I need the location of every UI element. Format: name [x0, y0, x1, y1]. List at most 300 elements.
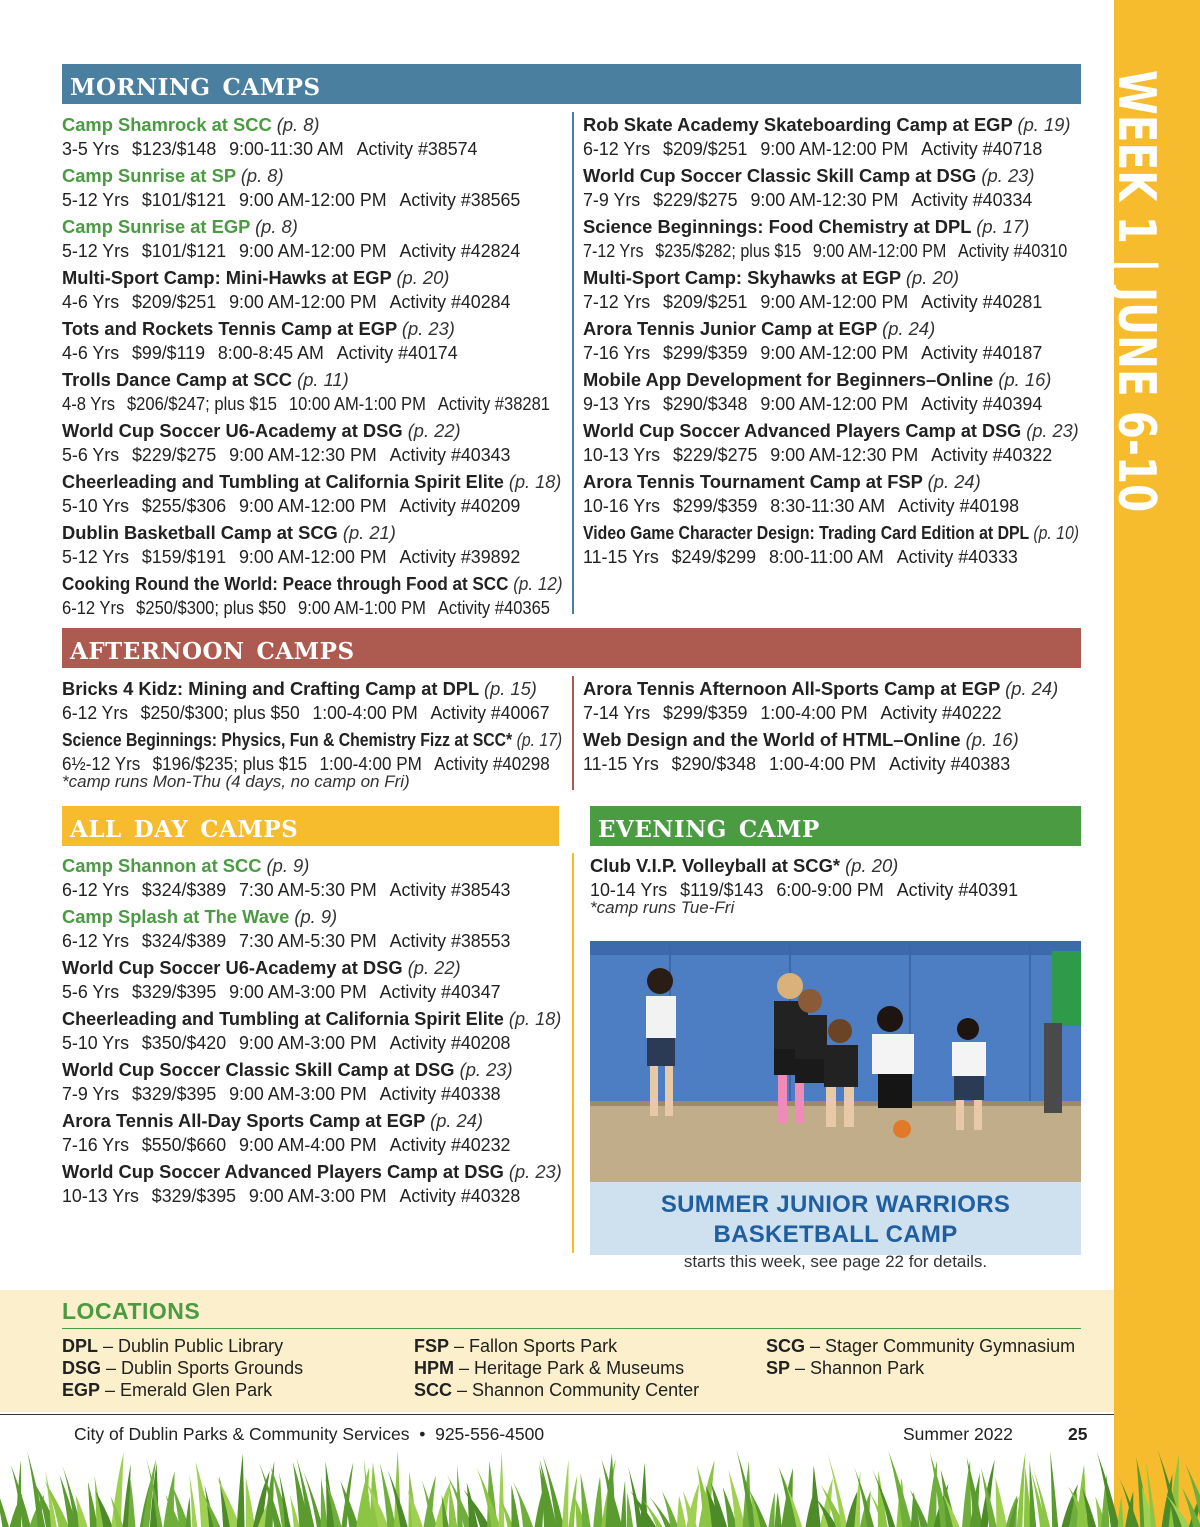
camp-title [583, 214, 1079, 239]
camp-price: $196/$235; plus $15 [152, 754, 308, 774]
camp-activity: Activity #40198 [898, 496, 1020, 516]
camp-activity: Activity #40208 [389, 1033, 511, 1053]
camp-time: 9:00-11:30 AM [229, 139, 344, 159]
camp-entry [583, 469, 1083, 519]
camp-details [62, 1184, 562, 1209]
camp-details [583, 545, 1079, 570]
camp-details [583, 290, 1079, 315]
camp-entry [583, 112, 1083, 162]
camp-ages: 10-13 Yrs [583, 445, 661, 465]
camp-entry [62, 955, 567, 1005]
location-name: – Emerald Glen Park [100, 1380, 273, 1400]
camp-details [583, 494, 1079, 519]
camp-ages: 5-6 Yrs [62, 445, 120, 465]
camp-entry [583, 163, 1083, 213]
camp-activity: Activity #40232 [389, 1135, 511, 1155]
camp-page-ref: (p. 24) [927, 471, 981, 492]
camp-price: $290/$348 [663, 394, 748, 414]
camp-ages: 6-12 Yrs [62, 703, 129, 723]
camp-ages: 7-16 Yrs [583, 343, 651, 363]
grass-blade [511, 1485, 519, 1527]
camp-title [583, 520, 1080, 545]
camp-ages: 6-12 Yrs [62, 931, 130, 951]
camp-ages: 4-6 Yrs [62, 292, 120, 312]
footer-page-number: 25 [1068, 1424, 1088, 1444]
camp-entry [62, 214, 567, 264]
location-code: EGP [62, 1380, 101, 1400]
camp-price: $119/$143 [680, 880, 764, 900]
camp-ages: 4-8 Yrs [62, 394, 116, 414]
camp-title [590, 853, 1078, 878]
camp-ages: 11-15 Yrs [583, 754, 659, 774]
grass-blade [927, 1460, 937, 1527]
camp-price: $249/$299 [671, 547, 757, 567]
location-item [414, 1357, 699, 1379]
camp-page-ref: (p. 9) [294, 906, 338, 927]
camp-title [62, 904, 562, 929]
location-item [62, 1357, 303, 1379]
camp-name: World Cup Soccer Classic Skill Camp at DSG [62, 1059, 455, 1080]
camp-activity: Activity #40338 [379, 1084, 501, 1104]
camp-time: 1:00-4:00 PM [312, 703, 418, 723]
camp-entry [62, 727, 567, 791]
camp-title [583, 418, 1079, 443]
camp-time: 9:00 AM-12:30 PM [229, 445, 377, 465]
camp-time: 9:00 AM-3:00 PM [248, 1186, 387, 1206]
camp-name: World Cup Soccer U6-Academy at DSG [62, 420, 403, 441]
camp-page-ref: (p. 18) [508, 471, 562, 492]
camp-price: $324/$389 [141, 931, 227, 951]
grass-blade [185, 1497, 191, 1527]
camp-activity: Activity #40284 [389, 292, 511, 312]
camp-details [583, 752, 1079, 777]
camp-price: $550/$660 [141, 1135, 227, 1155]
camp-entry [62, 1108, 567, 1158]
camp-time: 9:00 AM-3:00 PM [229, 982, 367, 1002]
camp-time: 9:00 AM-3:00 PM [229, 1084, 367, 1104]
camp-name: Arora Tennis Tournament Camp at FSP [583, 471, 923, 492]
grass-blade [995, 1477, 1007, 1527]
camp-name: Video Game Character Design: Trading Card Edition at DPL [583, 522, 1029, 543]
camp-ages: 10-14 Yrs [590, 880, 668, 900]
camp-title [62, 1108, 562, 1133]
week-label-text: WEEK 1 | JUNE 6-10 [1106, 70, 1166, 513]
camp-entry [62, 676, 567, 726]
camp-time: 1:00-4:00 PM [760, 703, 868, 723]
camp-name: Cheerleading and Tumbling at California Spirit Elite [62, 1008, 504, 1029]
camp-details [62, 752, 550, 777]
camp-activity: Activity #38281 [437, 394, 551, 414]
promo-title: SUMMER JUNIOR WARRIORS BASKETBALL CAMP [660, 1191, 1011, 1248]
locations-box [0, 1290, 1114, 1412]
camp-name: Science Beginnings: Physics, Fun & Chemistry Fizz at SCC* [62, 729, 513, 750]
location-code: FSP [414, 1336, 450, 1356]
camp-time: 9:00 AM-1:00 PM [298, 598, 426, 618]
camp-activity: Activity #40391 [896, 880, 1019, 900]
camp-page-ref: (p. 8) [276, 114, 320, 135]
location-code: DPL [62, 1336, 98, 1356]
afternoon-left-column [62, 676, 567, 792]
camp-entry [583, 727, 1083, 777]
camp-title [62, 955, 562, 980]
camp-name: Multi-Sport Camp: Mini-Hawks at EGP [62, 267, 392, 288]
camp-price: $329/$395 [131, 1084, 217, 1104]
camp-name: Camp Splash at The Wave [62, 906, 290, 927]
grass-blade [1050, 1451, 1058, 1527]
camp-price: $229/$275 [131, 445, 217, 465]
camp-details [62, 137, 562, 162]
camp-activity: Activity #40281 [921, 292, 1043, 312]
camp-entry [62, 265, 567, 315]
grass-decoration [0, 1447, 1200, 1527]
camp-price: $290/$348 [671, 754, 757, 774]
location-code: HPM [414, 1358, 454, 1378]
camp-price: $209/$251 [131, 292, 217, 312]
footer-rule [0, 1414, 1114, 1415]
grass-blade [811, 1465, 821, 1527]
location-item [766, 1357, 1075, 1379]
camp-title [583, 112, 1079, 137]
locations-column-2 [414, 1335, 699, 1401]
location-item [766, 1335, 1075, 1357]
camp-entry [62, 520, 567, 570]
camp-entry [62, 571, 567, 621]
camp-name: Web Design and the World of HTML–Online [583, 729, 961, 750]
camp-page-ref: (p. 9) [266, 855, 310, 876]
camp-title [583, 676, 1079, 701]
grass-blade [775, 1492, 782, 1527]
camp-entry [583, 676, 1083, 726]
camp-entry [583, 316, 1083, 366]
morning-left-column [62, 112, 567, 622]
location-name: – Shannon Park [790, 1358, 925, 1378]
promo-subtitle: starts this week, see page 22 for details. [683, 1252, 988, 1271]
camp-ages: 5-12 Yrs [62, 190, 130, 210]
camp-name: Science Beginnings: Food Chemistry at DPL [583, 216, 972, 237]
camp-ages: 7-14 Yrs [583, 703, 651, 723]
camp-entry [62, 163, 567, 213]
camp-activity: Activity #42824 [399, 241, 521, 261]
camp-name: Tots and Rockets Tennis Camp at EGP [62, 318, 397, 339]
camp-ages: 5-10 Yrs [62, 496, 130, 516]
camp-page-ref: (p. 11) [297, 369, 349, 390]
camp-ages: 10-16 Yrs [583, 496, 661, 516]
camp-details [62, 1133, 562, 1158]
evening-camp-banner: evening camp [590, 806, 1081, 846]
allday-divider [572, 853, 574, 1253]
grass-blade [0, 1470, 9, 1527]
location-name: – Dublin Public Library [98, 1336, 284, 1356]
camp-page-ref: (p. 17) [976, 216, 1030, 237]
grass-blade [562, 1460, 569, 1527]
location-item [414, 1379, 699, 1401]
camp-details [62, 1082, 562, 1107]
camp-page-ref: (p. 24) [430, 1110, 484, 1131]
grass-blade [237, 1453, 245, 1527]
camp-price: $159/$191 [141, 547, 227, 567]
morning-camps-banner: morning camps [62, 64, 1081, 104]
camp-entry [583, 418, 1083, 468]
camp-title [62, 316, 562, 341]
grass-blade [627, 1493, 633, 1527]
camp-time: 9:00 AM-12:30 PM [770, 445, 919, 465]
basketball-scene-image [590, 941, 1081, 1182]
camp-name: World Cup Soccer Classic Skill Camp at DSG [583, 165, 977, 186]
camp-page-ref: (p. 23) [1026, 420, 1079, 441]
camp-title [62, 163, 562, 188]
camp-ages: 9-13 Yrs [583, 394, 651, 414]
camp-price: $101/$121 [141, 190, 227, 210]
camp-title [583, 265, 1079, 290]
footer-season: Summer 2022 [903, 1424, 1013, 1444]
camp-activity: Activity #40333 [896, 547, 1018, 567]
camp-activity: Activity #40334 [911, 190, 1033, 210]
locations-title: LOCATIONS [62, 1298, 201, 1324]
camp-price: $99/$119 [131, 343, 206, 363]
camp-entry [62, 112, 567, 162]
camp-time: 9:00 AM-12:00 PM [239, 190, 387, 210]
camp-title [62, 520, 562, 545]
afternoon-right-column [583, 676, 1083, 778]
grass-blade [593, 1476, 603, 1527]
camp-activity: Activity #38574 [356, 139, 478, 159]
camp-details [62, 878, 562, 903]
location-name: – Shannon Community Center [452, 1380, 700, 1400]
evening-column [590, 853, 1081, 918]
camp-ages: 6½-12 Yrs [62, 754, 141, 774]
camp-details [583, 239, 1068, 264]
camp-price: $250/$300; plus $50 [136, 598, 287, 618]
camp-activity: Activity #40067 [430, 703, 550, 723]
camp-time: 9:00 AM-12:30 PM [750, 190, 899, 210]
grass-blade [768, 1492, 774, 1527]
location-name: – Heritage Park & Museums [454, 1358, 685, 1378]
camp-name: Arora Tennis All-Day Sports Camp at EGP [62, 1110, 426, 1131]
promo-caption [590, 1182, 1081, 1271]
camp-activity: Activity #40298 [434, 754, 550, 774]
camp-page-ref: (p. 20) [396, 267, 450, 288]
camp-page-ref: (p. 20) [905, 267, 959, 288]
camp-time: 9:00 AM-12:00 PM [760, 139, 909, 159]
camp-price: $299/$359 [663, 703, 748, 723]
camp-price: $255/$306 [141, 496, 227, 516]
camp-activity: Activity #40365 [437, 598, 551, 618]
locations-rule [62, 1328, 1081, 1329]
camp-time: 9:00 AM-12:00 PM [760, 343, 909, 363]
camp-price: $299/$359 [663, 343, 748, 363]
camp-page-ref: (p. 20) [845, 855, 899, 876]
camp-details [62, 443, 562, 468]
camp-activity: Activity #40394 [921, 394, 1043, 414]
camp-page-ref: (p. 8) [240, 165, 284, 186]
location-name: – Stager Community Gymnasium [805, 1336, 1076, 1356]
afternoon-divider [572, 676, 574, 790]
week-label [1106, 70, 1166, 590]
camp-ages: 11-15 Yrs [583, 547, 659, 567]
camp-price: $209/$251 [663, 292, 748, 312]
camp-time: 8:00-8:45 AM [217, 343, 324, 363]
camp-ages: 7-16 Yrs [62, 1135, 130, 1155]
camp-name: Cheerleading and Tumbling at California Spirit Elite [62, 471, 504, 492]
camp-time: 9:00 AM-3:00 PM [239, 1033, 377, 1053]
camp-page-ref: (p. 10) [1033, 522, 1080, 543]
camp-details [583, 137, 1079, 162]
camp-ages: 5-12 Yrs [62, 547, 130, 567]
camp-details [62, 929, 562, 954]
camp-entry [62, 853, 567, 903]
camp-time: 7:30 AM-5:30 PM [239, 931, 377, 951]
camp-time: 7:30 AM-5:30 PM [239, 880, 377, 900]
camp-page-ref: (p. 16) [998, 369, 1052, 390]
location-code: DSG [62, 1358, 102, 1378]
grass-blade [1118, 1496, 1124, 1527]
camp-entry [583, 214, 1083, 264]
camp-entry [62, 316, 567, 366]
grass-blade [498, 1451, 504, 1527]
camp-details [62, 596, 551, 621]
camp-details [583, 443, 1079, 468]
camp-page-ref: (p. 22) [407, 957, 461, 978]
all-day-column [62, 853, 567, 1210]
morning-right-column [583, 112, 1083, 571]
afternoon-camps-banner: afternoon camps [62, 628, 1081, 668]
camp-time: 8:30-11:30 AM [770, 496, 886, 516]
grass-blade [1029, 1460, 1036, 1527]
camp-title [62, 1057, 562, 1082]
camp-activity: Activity #39892 [399, 547, 521, 567]
camp-price: $229/$275 [672, 445, 758, 465]
footer-org: City of Dublin Parks & Community Services • 925-556-4500 [74, 1424, 545, 1444]
camp-name: Multi-Sport Camp: Skyhawks at EGP [583, 267, 901, 288]
camp-details [583, 392, 1079, 417]
camp-price: $324/$389 [141, 880, 227, 900]
camp-details [62, 188, 562, 213]
camp-ages: 5-10 Yrs [62, 1033, 130, 1053]
camp-page-ref: (p. 21) [342, 522, 396, 543]
camp-page-ref: (p. 12) [513, 573, 563, 594]
location-code: SCC [414, 1380, 453, 1400]
camp-page-ref: (p. 23) [508, 1161, 562, 1182]
camp-entry [583, 520, 1083, 570]
camp-activity: Activity #38565 [399, 190, 521, 210]
camp-entry [62, 418, 567, 468]
location-name: – Fallon Sports Park [449, 1336, 618, 1356]
camp-name: Camp Sunrise at SP [62, 165, 236, 186]
camp-name: Trolls Dance Camp at SCC [62, 369, 293, 390]
camp-page-ref: (p. 24) [882, 318, 936, 339]
camp-entry [62, 904, 567, 954]
location-item [414, 1335, 699, 1357]
camp-name: Club V.I.P. Volleyball at SCG* [590, 855, 841, 876]
camp-page-ref: (p. 23) [459, 1059, 513, 1080]
camp-time: 10:00 AM-1:00 PM [288, 394, 426, 414]
camp-name: World Cup Soccer U6-Academy at DSG [62, 957, 403, 978]
camp-details [62, 1031, 562, 1056]
camp-activity: Activity #40187 [921, 343, 1043, 363]
camp-time: 6:00-9:00 PM [776, 880, 884, 900]
location-item [62, 1379, 303, 1401]
location-name: – Dublin Sports Grounds [101, 1358, 304, 1378]
camp-entry [583, 367, 1083, 417]
camp-name: Camp Shamrock at SCC [62, 114, 272, 135]
grass-blade [677, 1496, 686, 1527]
camp-name: Camp Shannon at SCC [62, 855, 262, 876]
camp-entry [62, 1006, 567, 1056]
camp-time: 8:00-11:00 AM [768, 547, 884, 567]
camp-price: $350/$420 [141, 1033, 227, 1053]
camp-ages: 6-12 Yrs [62, 598, 125, 618]
camp-title [583, 367, 1079, 392]
camp-title [583, 316, 1079, 341]
camp-time: 9:00 AM-12:00 PM [239, 547, 387, 567]
camp-page-ref: (p. 16) [965, 729, 1019, 750]
camp-price: $229/$275 [653, 190, 738, 210]
camp-details [62, 980, 562, 1005]
camp-name: Mobile App Development for Beginners–Online [583, 369, 994, 390]
location-code: SCG [766, 1336, 806, 1356]
camp-name: World Cup Soccer Advanced Players Camp at DSG [583, 420, 1022, 441]
basketball-photo [590, 941, 1081, 1182]
camp-entry [62, 469, 567, 519]
camp-page-ref: (p. 8) [255, 216, 298, 237]
camp-time: 9:00 AM-12:00 PM [229, 292, 377, 312]
camp-details [583, 701, 1079, 726]
camp-ages: 7-9 Yrs [62, 1084, 120, 1104]
camp-price: $206/$247; plus $15 [126, 394, 277, 414]
morning-divider [572, 112, 574, 614]
camp-title [62, 367, 562, 392]
camp-title [62, 676, 562, 701]
camp-price: $250/$300; plus $50 [140, 703, 300, 723]
camp-price: $101/$121 [141, 241, 227, 261]
grass-blade [621, 1480, 627, 1527]
camp-page-ref: (p. 15) [483, 678, 537, 699]
camp-details [590, 878, 1078, 903]
camp-entry [590, 853, 1081, 917]
camp-time: 9:00 AM-12:00 PM [760, 394, 909, 414]
camp-title [62, 727, 563, 752]
camp-ages: 4-6 Yrs [62, 343, 120, 363]
camp-page-ref: (p. 17) [516, 729, 563, 750]
camp-details [583, 188, 1079, 213]
camp-title [62, 571, 563, 596]
camp-title [583, 469, 1079, 494]
camp-activity: Activity #40328 [399, 1186, 521, 1206]
location-code: SP [766, 1358, 791, 1378]
camp-price: $209/$251 [663, 139, 748, 159]
camp-ages: 5-6 Yrs [62, 982, 120, 1002]
camp-ages: 7-12 Yrs [583, 292, 651, 312]
camp-activity: Activity #40343 [389, 445, 511, 465]
camp-details [62, 701, 554, 726]
camp-title [62, 1159, 561, 1184]
camp-title [62, 214, 562, 239]
camp-details [583, 341, 1079, 366]
camp-name: Bricks 4 Kidz: Mining and Crafting Camp at DPL [62, 678, 479, 699]
camp-ages: 3-5 Yrs [62, 139, 120, 159]
camp-details [62, 494, 562, 519]
camp-page-ref: (p. 24) [1005, 678, 1059, 699]
camp-details [62, 290, 562, 315]
camp-activity: Activity #38553 [389, 931, 511, 951]
all-day-camps-banner: all day camps [62, 806, 559, 846]
camp-name: World Cup Soccer Advanced Players Camp at DSG [62, 1161, 504, 1182]
camp-activity: Activity #40310 [957, 241, 1068, 261]
camp-activity: Activity #38543 [389, 880, 511, 900]
location-item [62, 1335, 303, 1357]
camp-ages: 5-12 Yrs [62, 241, 130, 261]
camp-details [62, 239, 562, 264]
